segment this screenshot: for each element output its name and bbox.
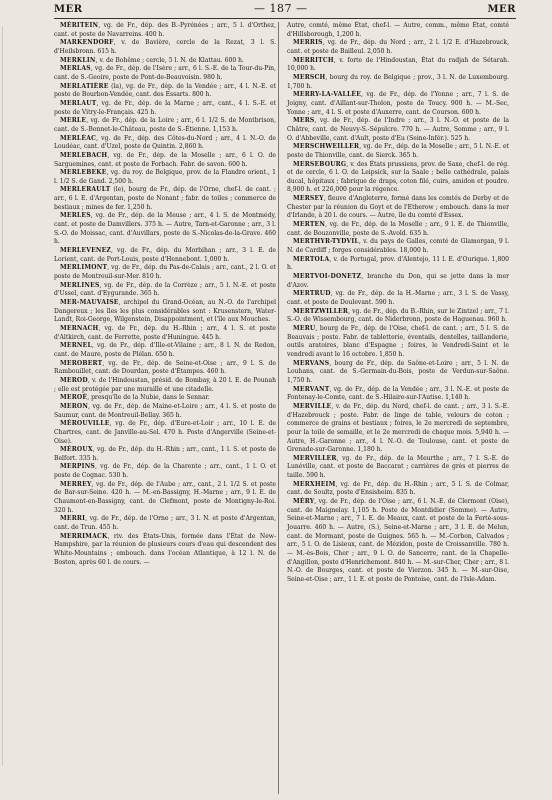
entry-text: , vg. de Fr., dép. du Nord ; arr., 2 l. 1/2 E. d'Hazebrouck, cant. et poste de Bailleul. 2,050 h.: [287, 39, 509, 55]
entry-text: , branche du Don, qui se jette dans la mer d'Azov.: [287, 273, 509, 289]
dictionary-entry: [54, 360, 276, 377]
entry-headword: MERSEY: [293, 195, 324, 203]
dictionary-entry: [54, 22, 276, 39]
entry-headword: MÉROUX: [60, 446, 93, 454]
entry-text: , vg. de Fr., dép. du H.-Rhin ; arr., cant., 1 l. S. et poste de Belfort. 335 h.: [54, 446, 276, 462]
dictionary-entry: [287, 481, 509, 498]
entry-headword: MERRITCH: [293, 56, 334, 64]
entry-text: , v. du pays de Galles, comté de Glamorgan, 9 l. N. de Cardiff ; forges considérables. 18,000 h.: [287, 238, 509, 255]
dictionary-entry: [54, 264, 276, 281]
entry-text: , vg. de Fr., dép. de la Loire ; arr., 6 l. 1/2 S. de Montbrison, cant. de S.-Bonnet-le-Château, poste de S.-Étienne. 1,153 h.: [54, 117, 276, 133]
entry-text: , vg. de Fr., dép. d'Ille-et-Vilaine ; arr., 8 l. N. de Redon, cant. de Maure, poste de Plélan. 650 h.: [54, 342, 276, 358]
entry-headword: MERLEVENEZ: [60, 247, 112, 255]
entry-text: , bourg de Fr., dép. de l'Oise, chef-l. de cant. ; arr., 5 l. S. de Beauvais ; poste. Fabr. de tabletterie, éventails, dentelles, taillanderie, outils aratoires, blanc d'Espagne ; foires, le Vendredi-Saint et le vendredi avant le 16 octobre. 1,850 h.: [287, 324, 509, 358]
entry-headword: MERTHYR-TYDVIL: [293, 238, 359, 246]
entry-headword: MERU: [293, 324, 316, 332]
dictionary-entry: [287, 386, 509, 403]
entry-headword: MERPINS: [60, 463, 95, 471]
dictionary-entry: [287, 308, 509, 325]
entry-headword: MERTEN: [293, 221, 326, 229]
right-column: [287, 22, 509, 585]
entry-text: , bourg de Fr., dép. de Saône-et-Loire ; arr., 5 l. N. de Louhans, cant. de S.-Germain-du-Bois, poste de Verdun-sur-Saône. 1,750 h.: [287, 359, 509, 384]
entry-text: , vg. de Fr., dép. du H.-Rhin ; arr., 5 l. S. de Colmar, cant. de Soultz, poste d'Ensisheim. 835 h.: [287, 480, 509, 497]
dictionary-entry: [54, 186, 276, 212]
dictionary-entry: [54, 65, 276, 82]
entry-text: , vg. de Fr., dép. de la Charente ; arr., cant., 1 l. O. et poste de Cognac. 530 h.: [54, 463, 276, 480]
header-left-word: MER: [54, 4, 83, 15]
dictionary-entry: [287, 256, 509, 273]
entry-text: , vg. de Fr., dép. des Côtes-du-Nord ; arr., 4 l. N.-O. de Loudéac, cant. d'Uzel, poste de Quintin. 2,860 h.: [54, 134, 276, 151]
entry-text: (la), vg. de Fr., dép. de la Vendée ; arr., 4 l. N.-E. et poste de Bourbon-Vendée, cant. des Essarts. 800 h.: [54, 82, 276, 99]
dictionary-entry: [287, 455, 509, 481]
dictionary-entry: [287, 161, 509, 196]
entry-text: , vg. du roy. de Belgique, prov. de la Flandre orient., 1 l. 1/2 S. de Gand. 2,500 h.: [54, 169, 276, 185]
entry-text: , v. de Portugal, prov. d'Alentejo, 11 l. E. d'Ourique. 1,800 h.: [287, 255, 509, 272]
entry-headword: MERTVOI-DONETZ: [293, 273, 362, 281]
entry-headword: MERLAS: [60, 65, 91, 73]
entry-text: , vg. de Fr., dép. d'Eure-et-Loir ; arr., 10 l. E. de Chartres, cant. de Janville-au-Sel. 470 h. Poste d'Angerville (Seine-et-Oise).: [54, 420, 276, 445]
dictionary-entry: [287, 39, 509, 56]
entry-headword: MERTZWILLER: [293, 307, 349, 315]
dictionary-entry: [54, 515, 276, 532]
dictionary-entry: [287, 325, 509, 360]
entry-headword: MERLERAULT: [60, 186, 111, 194]
entry-text: , vg. de Fr., dép. de l'Isère ; arr., 6 l. S.-E. de la Tour-du-Pin, cant. de S.-Geoire, poste de Pont-de-Beauvoisin. 980 h.: [54, 65, 276, 81]
dictionary-entry: [287, 221, 509, 238]
dictionary-entry: [54, 83, 276, 100]
entry-headword: MERNACH: [60, 324, 99, 332]
dictionary-entry: [54, 299, 276, 325]
entry-headword: MERXHEIM: [293, 480, 336, 488]
entry-text: , vg. de Fr., dép. des B.-Pyrénées ; arr., 5 l. d'Orthez, cant. et poste de Navarreins. 400 h.: [54, 22, 276, 38]
entry-headword: MERRIS: [293, 39, 323, 47]
entry-text: , vg. de Fr., dép. de la Meuse ; arr., 4 l. S. de Montmédy, cant. et poste de Damvillers. 375 h. — Autre, Tarn-et-Garonne ; arr., 3 l. S.-O. de Moissac, cant. d'Auvillars, poste de S.-Nicolas-de-la-Grave. 460 h.: [54, 212, 276, 246]
left-column: [54, 22, 276, 567]
entry-text: Autre, comté, même État, chef-l. — Autre, comm., même État, comté d'Hillsborough, 1,200 h.: [287, 22, 509, 38]
entry-headword: MERLIMONT: [60, 264, 108, 272]
entry-text: , vg. de Fr., dép. du H.-Rhin ; arr., 4 l. S. et poste d'Altkirch, cant. de Ferrette, poste d'Huningue. 445 h.: [54, 324, 276, 341]
entry-headword: MERSEBOURG: [293, 160, 347, 168]
dictionary-entry: [54, 117, 276, 134]
page-number: — 187 —: [254, 2, 308, 15]
dictionary-entry: [54, 282, 276, 299]
entry-headword: MERLATIÈRE: [60, 82, 109, 90]
dictionary-entry: [54, 446, 276, 463]
dictionary-entry: [287, 91, 509, 117]
dictionary-entry: [287, 74, 509, 91]
entry-headword: MERLAUT: [60, 99, 97, 107]
entry-text: , vg. de Fr., dép. de la Vendée ; arr., 3 l. N.-E. et poste de Fontenay-le-Comte, cant. de S.-Hilaire-sur-l'Autise. 1,140 h.: [287, 385, 509, 402]
entry-text: , vg. de Fr., dép. de la Corrèze ; arr., 5 l. N.-E. et poste d'Ussel, cant. d'Eygurande. 365 h.: [54, 281, 276, 298]
entry-text: , vg. de Fr., dép. de la H.-Marne ; arr., 3 l. S. de Vassy, cant. et poste de Doulevant. 590 h.: [287, 290, 509, 306]
dictionary-entry: [287, 498, 509, 585]
dictionary-entry: [287, 238, 509, 255]
dictionary-entry: [54, 325, 276, 342]
entry-headword: MERVANT: [293, 385, 330, 393]
entry-text: , fleuve d'Angleterre, formé dans les comtés de Derby et de Chester par la réunion du Goyt et de l'Etherow ; embouch. dans la mer d'Irlande, à 20 l. de cours. — Autre, île du comté d'Essex.: [287, 195, 509, 220]
header-rule: [54, 18, 516, 19]
header-right-word: MER: [487, 4, 516, 15]
dictionary-entry: [54, 57, 276, 66]
dictionary-entry: [54, 212, 276, 247]
entry-headword: MERON: [60, 402, 89, 410]
entry-headword: MERRY-LA-VALLÉE: [293, 91, 362, 99]
entry-text: , vg. de Fr., dép. de Maine-et-Loire ; arr., 4 l. S. et poste de Saumur, cant. de Montreuil-Bellay. 365 h.: [54, 402, 276, 419]
dictionary-entry: [287, 360, 509, 386]
dictionary-entry: [54, 39, 276, 56]
entry-headword: MERLINES: [60, 281, 100, 289]
entry-headword: MERNEL: [60, 342, 92, 350]
entry-text: , vg. de Fr., dép. de l'Oise ; arr., 6 l. N.-E. de Clermont (Oise), cant. de Maignelay. 1,105 h. Poste de Montdidier (Somme). — Autre, Seine-et-Marne ; arr., 7 l. E. de Meaux, cant. et poste de la Ferté-sous-Jouarre. 460 h. — Autre, (S.), Seine-et-Marne ; arr., 3 l. E. de Melun, cant. de Mormant, poste de Guignes. 565 h. — M.-Corbon, Calvados ; arr., 5 l. O. de Lisieux, cant. de Mézidon, poste de Croissanville. 780 h. — M.-ès-Bois, Cher ; arr., 9 l. O. de Sancerre, cant. de la Chapelle-d'Angillon, poste d'Henrichemont. 840 h. — M.-sur-Cher, Cher ; arr., 8 l. N.-O. de Bourges, cant. et poste de Vierzon. 345 h. — M.-sur-Oise, Seine-et-Oise ; arr., 1 l. E. et poste de Pontoise, cant. de l'Isle-Adam.: [287, 498, 509, 583]
entry-headword: MEROBERT: [60, 359, 103, 367]
entry-text: , vg. de Fr., dép. de la Moselle ; arr., 5 l. N.-E. et poste de Thionville, cant. de Sierck. 365 h.: [287, 143, 509, 159]
entry-headword: MEROÉ: [60, 394, 88, 402]
entry-text: , vg. de Fr., dép. de la Moselle ; arr., 9 l. E. de Thionville, cant. de Bouzonville, poste de S.-Avold. 635 h.: [287, 221, 509, 237]
entry-text: , vg. de Fr., dép. du B.-Rhin, sur le Zintzel ; arr., 7 l. S.-O. de Wissembourg, cant. de Niderbronn, poste de Haguenau. 960 h.: [287, 307, 509, 324]
entry-headword: MÉROUVILLE: [60, 420, 110, 428]
dictionary-entry: [54, 152, 276, 169]
entry-text: , vg. de Fr., dép. de l'Orne ; arr., 3 l. N. et poste d'Argentan, cant. de Trun. 455 h.: [54, 515, 276, 532]
entry-headword: MERVILLER: [293, 454, 337, 462]
entry-text: , vg. de Fr., dép. de la Meurthe ; arr., 7 l. S.-E. de Lunéville, cant. et poste de Baccarat ; carrières de grès et pierres de taille. 590 h.: [287, 454, 509, 480]
entry-headword: MEROD: [60, 376, 88, 384]
dictionary-entry: [54, 247, 276, 264]
entry-headword: MÉRITEIN: [60, 22, 99, 29]
dictionary-entry: [287, 117, 509, 143]
entry-headword: MERS: [293, 117, 315, 125]
entry-text: , v. de Fr., dép. du Nord, chef-l. de cant. ; arr., 3 l. S.-E. d'Hazebrouck ; poste. Fabr. de linge de table, velours de coton ; commerce de grains et bestiaux ; foires, le 2e mercredi de septembre, pour la toile de semaille, et le 2e mercredi de chaque mois. 5,940 h. — Autre, H.-Garonne ; arr., 4 l. N.-O. de Toulouse, cant. et poste de Grenade-sur-Garonne. 1,180 h.: [287, 402, 509, 454]
entry-headword: MERLE: [60, 117, 87, 125]
dictionary-entry: [54, 377, 276, 394]
entry-headword: MERREY: [60, 480, 92, 488]
entry-headword: MERLES: [60, 212, 91, 220]
dictionary-entry: [287, 195, 509, 221]
dictionary-entry: [54, 100, 276, 117]
entry-headword: MERTRUD: [293, 290, 331, 298]
entry-text: , riv. des États-Unis, formée dans l'État de New-Hampshire, par la réunion de plusieurs cours d'eau qui descendent des White-Mountains ; embouch. dans l'océan Atlantique, à 12 l. N. de Boston, après 60 l. de cours. —: [54, 532, 276, 566]
entry-headword: MER-MAUVAISE: [60, 299, 119, 306]
dictionary-entry: [54, 135, 276, 152]
entry-text: , vg. de Fr., dép. de la Marne ; arr., cant., 4 l. S.-E. et poste de Vitry-le-Français. 425 h.: [54, 99, 276, 116]
entry-headword: MERTOLA: [293, 255, 330, 263]
entry-text: , presqu'île de la Nubie, dans le Sennar.: [87, 394, 210, 402]
entry-text: , v. de l'Hindoustan, présid. de Bombay, à 20 l. E. de Pounah ; elle est protégée par une muraille et une citadelle.: [54, 376, 276, 393]
entry-text: , v. de Bohême ; cercle, 5 l. N. de Klattau. 600 h.: [95, 56, 244, 64]
dictionary-entry: [54, 481, 276, 516]
dictionary-entry: [54, 394, 276, 403]
dictionary-entry: [54, 533, 276, 568]
entry-text: , vg. de Fr., dép. de Seine-et-Oise ; arr., 9 l. S. de Rambouillet, cant. de Dourdan, poste d'Étampes. 460 h.: [54, 359, 276, 376]
entry-text: , archipel du Grand-Océan, au N.-O. de l'archipel Dangereux ; les îles les plus considérables sont : Krusenstern, Water-Landt, Roi-George, Wilgenstein, Disappointment, et l'île aux Mouches.: [54, 299, 276, 324]
entry-text: , vg. de Fr., dép. de l'Indre ; arr., 3 l. N.-O. et poste de la Châtre, cant. de Neuvy-S.-Sépulcre. 770 h. — Autre, Somme ; arr., 9 l. O. d'Abbeville, cant. d'Ault, poste d'Eu (Seine-Infér.). 525 h.: [287, 117, 509, 142]
entry-text: , vg. de Fr., dép. du Pas-de-Calais ; arr., cant., 2 l. O. et poste de Montreuil-sur-Mer. 810 h.: [54, 264, 276, 281]
entry-headword: MERLEBEKE: [60, 169, 107, 177]
entry-headword: MERRI: [60, 515, 86, 523]
entry-text: , v. de Bavière, cercle de la Rezat, 3 l. S. d'Heilsbronn. 615 h.: [54, 39, 276, 55]
entry-headword: MARKENDORF: [60, 39, 114, 47]
entry-headword: MERSCHWEILLER: [293, 143, 360, 151]
entry-headword: MERVANS: [293, 359, 330, 367]
entry-headword: MERSCH: [293, 73, 326, 81]
entry-text: , vg. de Fr., dép. de la Moselle ; arr., 6 l. O. de Sarguemines, cant. et poste de Forbach. Fabr. de savon. 600 h.: [54, 151, 276, 168]
entry-text: , vg. de Fr., dép. de l'Yonne ; arr., 7 l. S. de Joigny, cant. d'Aillant-sur-Tholon, poste de Toucy. 900 h. — M.-Sec, Yonne ; arr., 4 l. S. et poste d'Auxerre, cant. de Courson. 600 h.: [287, 91, 509, 116]
dictionary-entry: [54, 169, 276, 186]
dictionary-entry: [287, 22, 509, 39]
entry-headword: MERRIMACK: [60, 532, 108, 540]
dictionary-entry: [54, 403, 276, 420]
column-divider: [278, 22, 279, 794]
entry-text: , v. forte de l'Hindoustan, État du radjah de Sétarah. 10,000 h.: [287, 56, 509, 73]
dictionary-entry: [54, 420, 276, 446]
dictionary-entry: [287, 290, 509, 307]
dictionary-entry: [287, 273, 509, 290]
page-edge-shadow: [2, 26, 3, 766]
dictionary-entry: [54, 342, 276, 359]
entry-text: (le), bourg de Fr., dép. de l'Orne, chef-l. de cant. ; arr., 6 l. E. d'Argentan, poste de Nonant ; fabr. de toiles ; commerce de bestiaux ; mines de fer. 1,250 h.: [54, 186, 276, 211]
entry-headword: MERVILLE: [293, 402, 332, 410]
entry-headword: MERLEBACH: [60, 151, 108, 159]
entry-text: , v. des États prussiens, prov. de Saxe, chef-l. de rég. et de cercle, 6 l. O. de Leipsick, sur la Saale ; belle cathédrale, palais ducal, hôpitaux ; fabrique de draps, coton filé, cuirs, amidon et poudre. 8,900 h. et 226,000 pour la régence.: [287, 160, 509, 194]
entry-headword: MERLÉAC: [60, 134, 97, 142]
dictionary-entry: [287, 143, 509, 160]
entry-headword: MÉRY: [293, 498, 315, 506]
dictionary-entry: [54, 463, 276, 480]
entry-text: , vg. de Fr., dép. du Morbihan ; arr., 3 l. E. de Lorient, cant. de Port-Louis, poste d'Hennebont. 1,000 h.: [54, 247, 276, 263]
dictionary-entry: [287, 57, 509, 74]
entry-text: , vg. de Fr., dép. de l'Aube ; arr., cant., 2 l. 1/2 S. et poste de Bar-sur-Seine. 420 h. — M.-en-Bassigny, H.-Marne ; arr., 9 l. E. de Chaumont-en-Bassigny, cant. de Clefmont, poste de Montigny-le-Roi. 320 h.: [54, 480, 276, 514]
dictionary-entry: [287, 403, 509, 455]
entry-text: , bourg du roy. de Belgique ; prov., 3 l. N. de Luxembourg. 1,700 h.: [287, 73, 509, 90]
running-header: [54, 2, 516, 18]
entry-headword: MERKLIN: [60, 56, 96, 64]
